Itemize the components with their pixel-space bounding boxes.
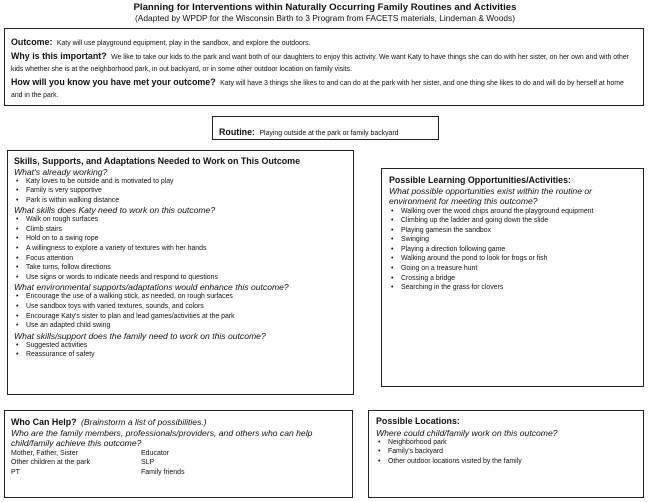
- routine-box: [212, 116, 439, 140]
- possible-locations-box: [368, 410, 644, 498]
- helper-item: Educator: [141, 449, 170, 457]
- learning-opportunities-box: [381, 168, 644, 387]
- list-item: • Walking over the wood chips around the playground equipment: [389, 207, 636, 217]
- list-item: • Encourage Katy's sister to plan and lead games/activities at the park: [14, 312, 347, 322]
- list-item: • Walking around the pond to look for frogs or fish: [389, 254, 636, 264]
- helper-item: Other children at the park: [11, 459, 90, 467]
- list-item: • Neighborhood park: [376, 438, 636, 448]
- family-support-question: What skills/support does the family need to work on this outcome?: [14, 330, 266, 341]
- skills-box: [7, 150, 354, 395]
- who-helpers: [11, 449, 346, 478]
- list-item: • Suggested activities: [14, 341, 347, 351]
- list-item: • Crossing a bridge: [389, 274, 636, 284]
- who-heading: Who Can Help?: [11, 417, 77, 427]
- learning-list: [389, 207, 636, 293]
- list-item: • Climb stairs: [14, 225, 347, 235]
- why-important-text: We like to take our kids to the park and want both of our daughters to enjoy this activity. We want Katy to have things she can do with her sister, on her own and with other kids whether she is at the neighborhood park, in out backyard, or in some other outdoor location on family visits.: [11, 54, 629, 73]
- skills-heading: Skills, Supports, and Adaptations Needed to Work on This Outcome: [14, 156, 301, 166]
- list-item: • Swinging: [389, 235, 636, 245]
- list-item: • Encourage the use of a walking stick, as needed, on rough surfaces: [14, 292, 347, 302]
- list-item: • Katy loves to be outside and is motivated to play: [14, 177, 347, 187]
- list-item: • Searching in the grass for clovers: [389, 283, 636, 293]
- whats-working-question: What's already working?: [14, 166, 108, 177]
- outcome-label: Outcome:: [11, 37, 53, 47]
- list-item: • Other outdoor locations visited by the family: [376, 457, 636, 467]
- list-item: • Playing gamesin the sandbox: [389, 226, 636, 236]
- why-important-label: Why is this important?: [11, 51, 107, 61]
- learning-question: What possible opportunities exist within the routine or environment for meeting this outcome?: [389, 185, 593, 206]
- outcome-text: Katy will use playground equipment, play in the sandbox, and explore the outdoors.: [56, 40, 311, 47]
- learning-heading: Possible Learning Opportunities/Activities:: [389, 175, 571, 185]
- skills-needed-list: [14, 215, 347, 282]
- routine-label: Routine:: [219, 127, 255, 137]
- list-item: • Family's backyard: [376, 447, 636, 457]
- list-item: • Reassurance of safety: [14, 350, 347, 360]
- how-know-text: Katy will have 3 things she likes to and can do at the park with her sister, and one thing she likes to do and will do by herself at home and in the park.: [11, 80, 624, 99]
- family-support-list: [14, 341, 347, 360]
- helper-item: SLP: [141, 459, 155, 467]
- list-item: • A willingness to explore a variety of textures with her hands: [14, 244, 347, 254]
- whats-working-list: [14, 177, 347, 206]
- helper-item: PT: [11, 468, 20, 476]
- how-know-label: How will you know you have met your outcome?: [11, 77, 216, 87]
- list-item: • Take turns, follow directions: [14, 263, 347, 273]
- environmental-supports-list: [14, 292, 347, 330]
- helper-item: Family friends: [141, 468, 185, 476]
- list-item: • Climbing up the ladder and going down the slide: [389, 216, 636, 226]
- document-header: [0, 2, 650, 23]
- list-item: • Use an adapted child swing: [14, 321, 347, 331]
- list-item: • Family is very supportive: [14, 186, 347, 196]
- who-hint: (Brainstorm a list of possibilities.): [81, 417, 207, 427]
- skills-needed-question: What skills does Katy need to work on this outcome?: [14, 205, 216, 216]
- list-item: • Walk on rough surfaces: [14, 215, 347, 225]
- list-item: • Hold on to a swing rope: [14, 234, 347, 244]
- document-title: Planning for Interventions within Naturally Occurring Family Routines and Activities: [133, 2, 517, 13]
- document-subtitle: (Adapted by WPDP for the Wisconsin Birth to 3 Program from FACETS materials, Lindeman & Woods): [135, 13, 515, 23]
- list-item: • Park is within walking distance: [14, 196, 347, 206]
- list-item: • Use sandbox toys with varied textures, sounds, and colors: [14, 302, 347, 312]
- list-item: • Going on a treasure hunt: [389, 264, 636, 274]
- who-question: Who are the family members, professionals/providers, and others who can help child/family achieve this outcome?: [11, 427, 313, 448]
- list-item: • Playing a direction following game: [389, 245, 636, 255]
- locations-list: [376, 438, 636, 467]
- outcome-box: [4, 28, 644, 106]
- routine-text: Playing outside at the park or family backyard: [259, 130, 399, 137]
- environmental-supports-question: What environmental supports/adaptations would enhance this outcome?: [14, 282, 289, 293]
- list-item: • Use signs or words to indicate needs and respond to questions: [14, 273, 347, 283]
- who-can-help-box: [4, 410, 353, 498]
- locations-heading: Possible Locations:: [376, 416, 460, 426]
- locations-question: Where could child/family work on this outcome?: [376, 427, 558, 438]
- list-item: • Focus attention: [14, 254, 347, 264]
- helper-item: Mother, Father, Sister: [11, 449, 78, 457]
